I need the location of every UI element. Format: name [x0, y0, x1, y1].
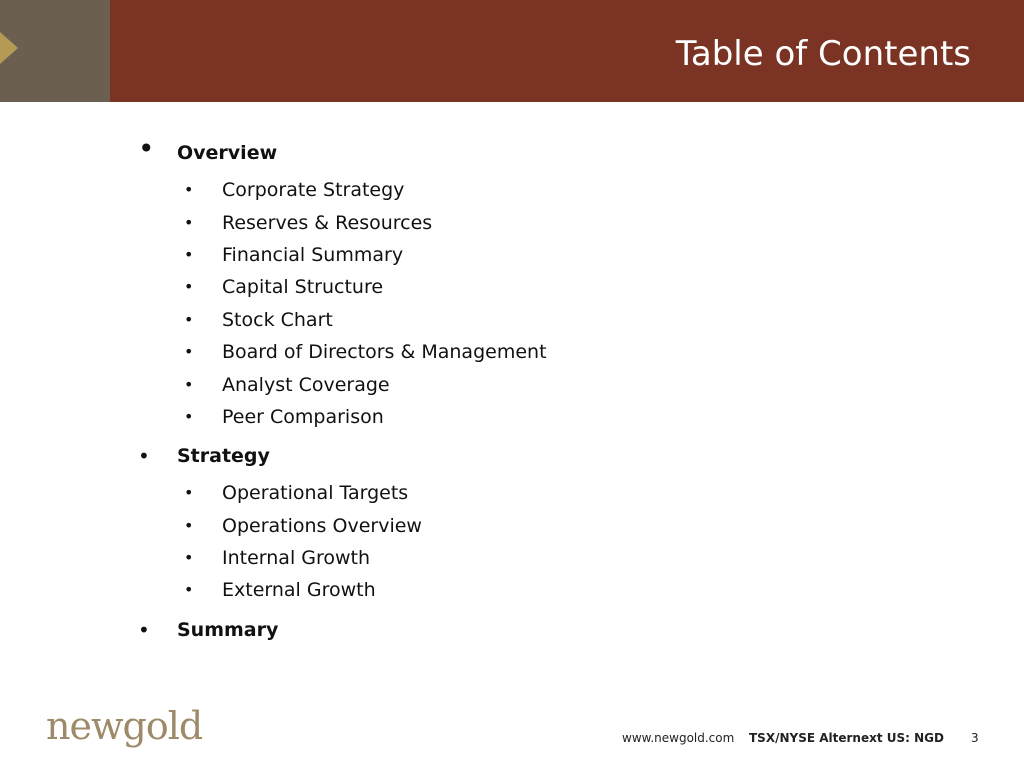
bullet-icon: • — [184, 212, 194, 232]
footer-ticker: TSX/NYSE Alternext US: NGD — [749, 731, 944, 745]
list-item — [138, 368, 838, 400]
table-of-contents — [138, 132, 838, 645]
page-title: Table of Contents — [675, 34, 971, 74]
bullet-icon: • — [138, 444, 150, 469]
list-item-label: Operational Targets — [222, 482, 409, 505]
bullet-icon: • — [184, 180, 194, 200]
bullet-icon: • — [184, 548, 194, 568]
list-item — [138, 304, 838, 336]
list-item — [138, 401, 838, 433]
bullet-icon: • — [184, 374, 194, 394]
bullet-icon: • — [184, 244, 194, 264]
list-item-label: Peer Comparison — [222, 405, 384, 428]
list-item — [138, 477, 838, 509]
list-item — [138, 542, 838, 574]
arrow-icon — [0, 32, 18, 64]
bullet-icon: • — [184, 342, 194, 362]
list-item-label: Corporate Strategy — [222, 179, 405, 202]
list-item — [138, 174, 838, 206]
bullet-icon: • — [184, 406, 194, 426]
list-item-label: Reserves & Resources — [222, 211, 433, 234]
toc-section-summary — [138, 615, 838, 645]
list-item — [138, 271, 838, 303]
toc-section-strategy — [138, 441, 838, 607]
list-item-label: External Growth — [222, 579, 376, 602]
list-item-label: Financial Summary — [222, 243, 404, 266]
bullet-icon: • — [184, 515, 194, 535]
list-item-label: Board of Directors & Management — [222, 341, 547, 364]
list-item-label: Capital Structure — [222, 276, 384, 299]
section-label: Strategy — [177, 445, 270, 468]
list-item-label: Internal Growth — [222, 547, 371, 570]
section-label: Overview — [177, 142, 278, 164]
toc-section-overview — [138, 132, 838, 433]
list-item — [138, 574, 838, 606]
bullet-icon: • — [138, 617, 150, 642]
list-item — [138, 206, 838, 238]
sub-list — [138, 174, 838, 433]
list-item — [138, 239, 838, 271]
footer-url: www.newgold.com — [622, 731, 735, 745]
sub-list — [138, 477, 838, 607]
list-item — [138, 336, 838, 368]
bullet-icon: • — [184, 580, 194, 600]
bullet-icon: • — [138, 132, 155, 165]
list-item — [138, 510, 838, 542]
page-number: 3 — [971, 731, 979, 745]
bullet-icon: • — [184, 277, 194, 297]
list-item-label: Analyst Coverage — [222, 373, 390, 396]
bullet-icon: • — [184, 483, 194, 503]
bullet-icon: • — [184, 309, 194, 329]
newgold-logo: newgold — [46, 704, 203, 748]
section-label: Summary — [177, 618, 279, 641]
list-item-label: Stock Chart — [222, 308, 333, 331]
list-item-label: Operations Overview — [222, 514, 422, 537]
